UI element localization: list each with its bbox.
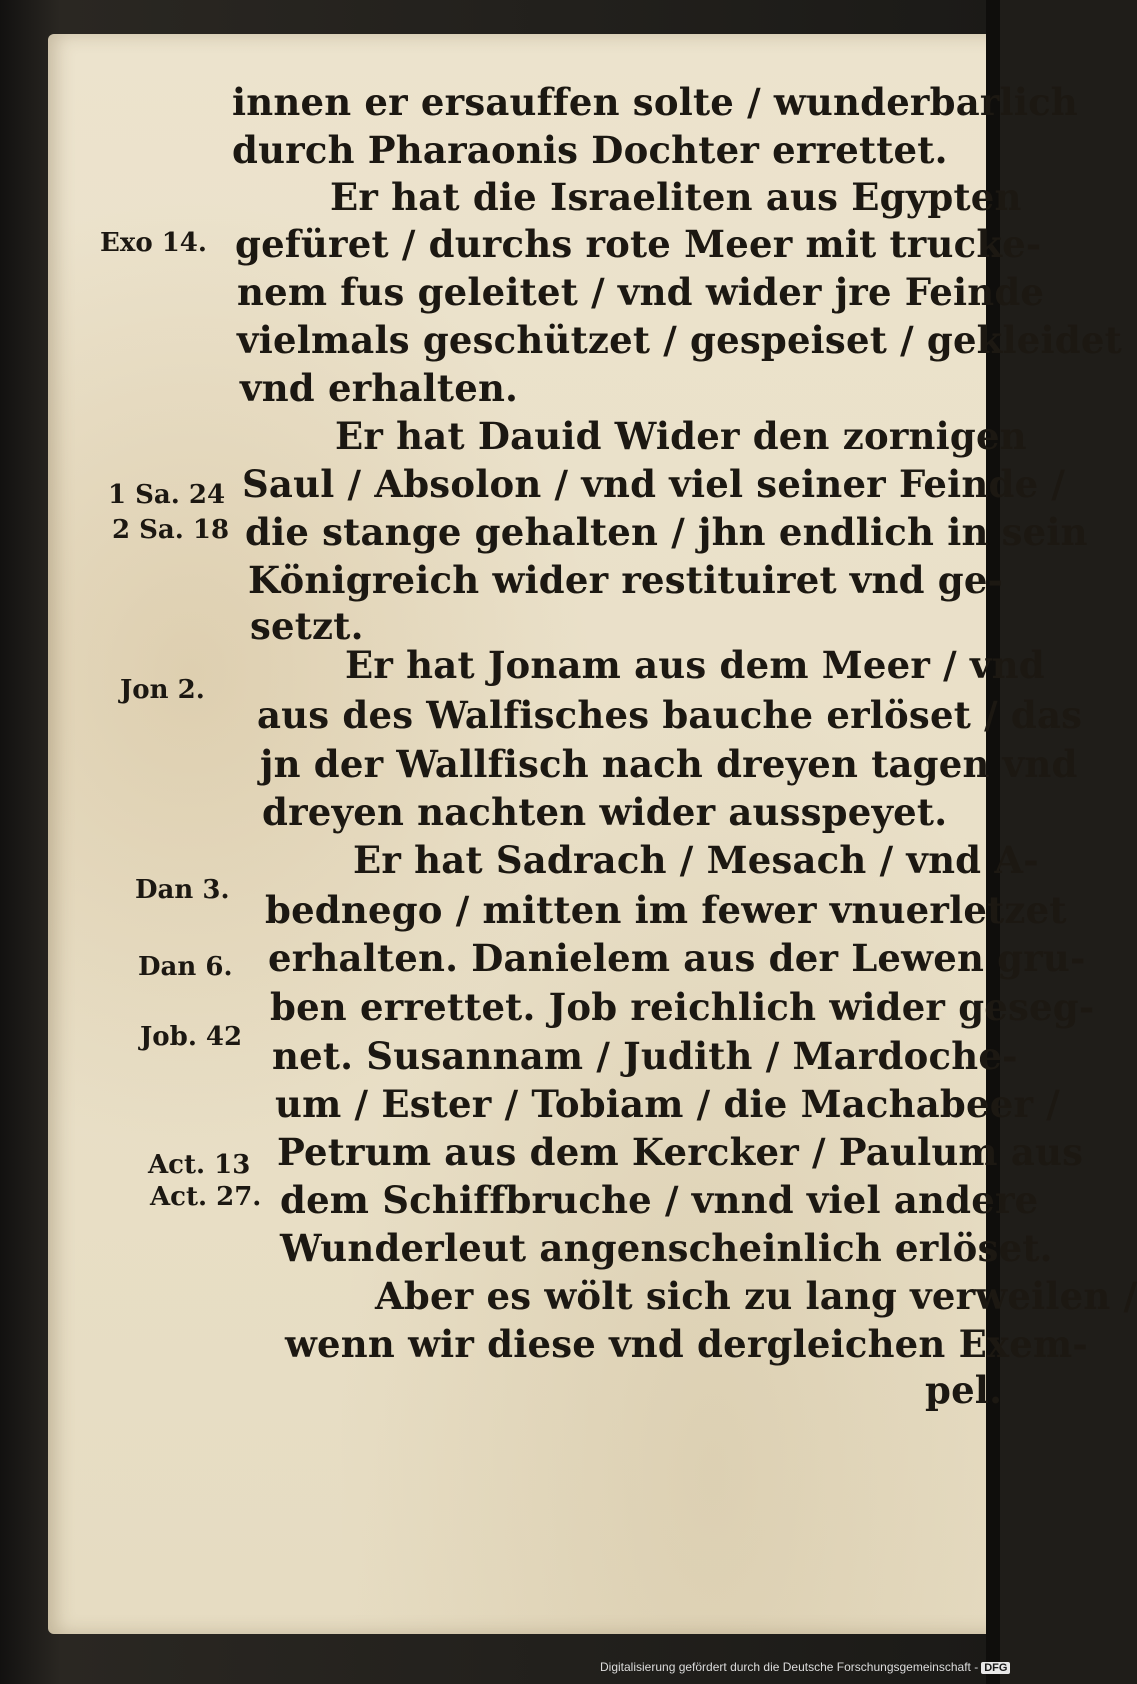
- margin-reference: Job. 42: [140, 1022, 243, 1052]
- text-line: dreyen nachten wider ausspeyet.: [262, 790, 948, 834]
- catchword: pel.: [925, 1368, 1003, 1412]
- text-line: durch Pharaonis Dochter errettet.: [232, 128, 948, 172]
- text-line: aus des Walfisches bauche erlöset / das: [257, 693, 1083, 737]
- digitization-credit: [600, 1660, 1008, 1680]
- credit-text: Digitalisierung gefördert durch die Deutsche Forschungsgemeinschaft -: [600, 1660, 979, 1674]
- text-line: Königreich wider restituiret vnd ge-: [248, 558, 1004, 602]
- margin-reference: Act. 13: [148, 1150, 251, 1180]
- margin-reference: 1 Sa. 24: [108, 480, 226, 510]
- text-line: wenn wir diese vnd dergleichen Exem-: [285, 1322, 1088, 1366]
- text-line: Wunderleut angenscheinlich erlöset.: [280, 1226, 1053, 1270]
- text-line: setzt.: [250, 604, 364, 648]
- margin-reference: Jon 2.: [120, 675, 205, 705]
- text-line: jn der Wallfisch nach dreyen tagen vnd: [260, 742, 1078, 786]
- text-line: bednego / mitten im fewer vnuerletzet: [265, 888, 1067, 932]
- margin-reference: Dan 3.: [135, 875, 230, 905]
- text-line: ben errettet. Job reichlich wider geseg-: [270, 985, 1095, 1029]
- text-line: Petrum aus dem Kercker / Paulum aus: [277, 1130, 1084, 1174]
- margin-reference: 2 Sa. 18: [112, 515, 230, 545]
- text-line: dem Schiffbruche / vnnd viel andere: [280, 1178, 1039, 1222]
- text-line: Er hat Jonam aus dem Meer / vnd: [345, 643, 1045, 687]
- text-line: Saul / Absolon / vnd viel seiner Feinde /: [242, 462, 1066, 506]
- dfg-logo-icon: DFG: [981, 1662, 1010, 1674]
- margin-reference: Exo 14.: [100, 228, 207, 258]
- text-line: vielmals geschützet / gespeiset / gekleidet: [237, 318, 1122, 362]
- text-line: die stange gehalten / jhn endlich in sein: [245, 510, 1088, 554]
- text-line: gefüret / durchs rote Meer mit trucke-: [235, 222, 1042, 266]
- text-line: Er hat die Israeliten aus Egypten: [330, 175, 1022, 219]
- text-line: Aber es wölt sich zu lang verweilen /: [375, 1274, 1137, 1318]
- text-line: net. Susannam / Judith / Mardoche-: [272, 1034, 1018, 1078]
- text-line: vnd erhalten.: [240, 366, 519, 410]
- margin-reference: Dan 6.: [138, 952, 233, 982]
- text-line: Er hat Sadrach / Mesach / vnd A-: [353, 838, 1039, 882]
- text-line: nem fus geleitet / vnd wider jre Feinde: [237, 270, 1045, 314]
- text-line: Er hat Dauid Wider den zornigen: [335, 414, 1027, 458]
- margin-reference: Act. 27.: [150, 1182, 262, 1212]
- text-line: um / Ester / Tobiam / die Machabeer /: [275, 1082, 1060, 1126]
- text-line: erhalten. Danielem aus der Lewen gru-: [268, 936, 1086, 980]
- text-line: innen er ersauffen solte / wunderbarlich: [232, 80, 1078, 124]
